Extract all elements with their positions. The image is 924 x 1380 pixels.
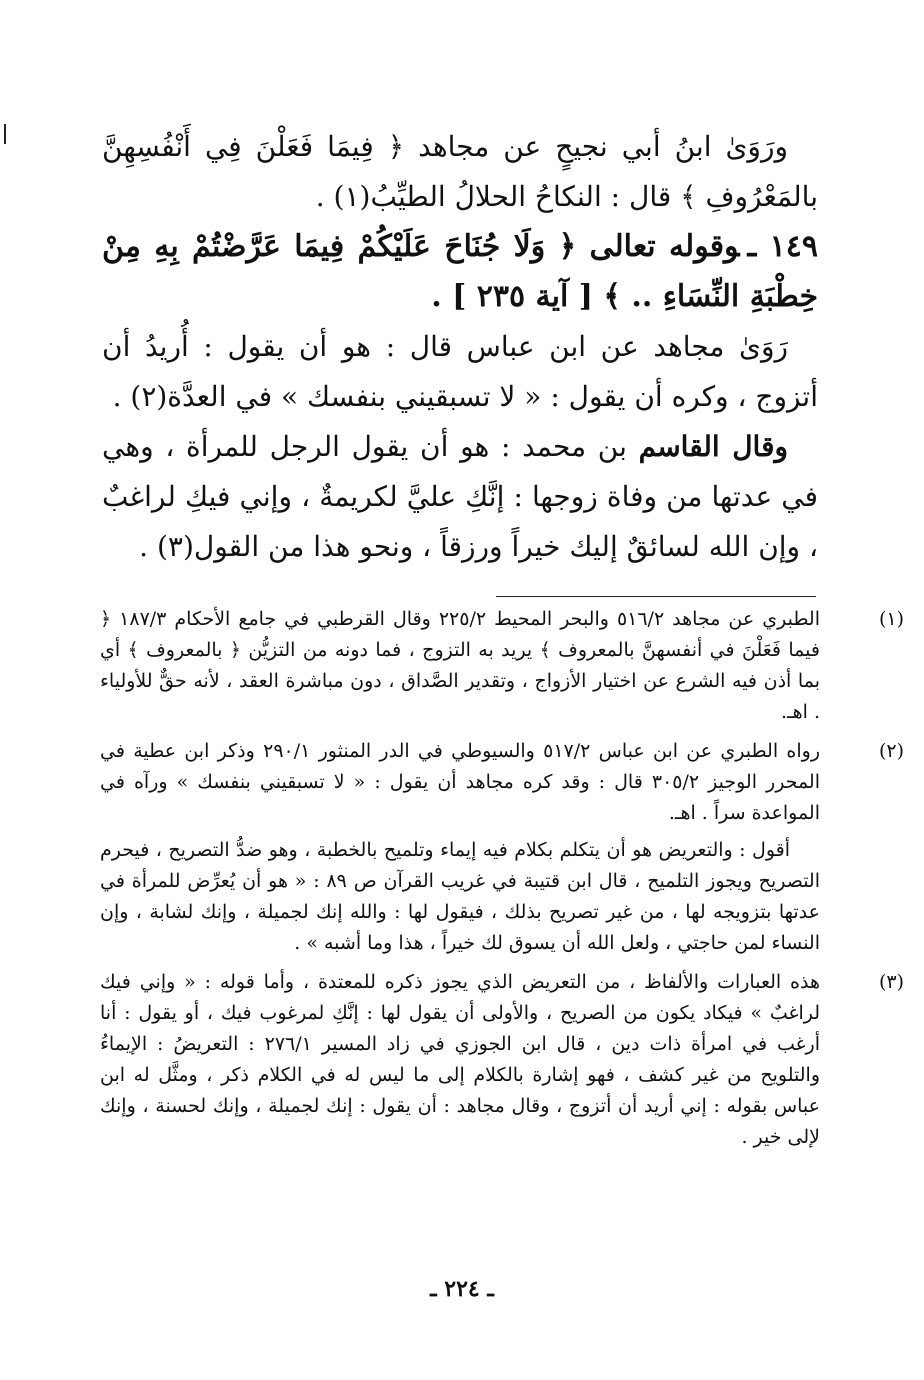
- verse-heading-number: ١٤٩ ـ: [747, 229, 818, 264]
- verse-heading: [102, 222, 818, 322]
- margin-mark: [4, 124, 6, 144]
- footnote-1: [100, 604, 904, 728]
- verse-heading-text: وقوله تعالى ﴿ وَلَا جُنَاحَ عَلَيْكُمْ فِيمَا عَرَّضْتُمْ بِهِ مِنْ خِطْبَةِ النِّسَاءِ .. ﴾ [ آية ٢٣٥ ] .: [102, 229, 818, 314]
- footnote-3-mark: (٣): [878, 971, 904, 993]
- footnote-2-text: رواه الطبري عن ابن عباس ٥١٧/٢ والسيوطي في الدر المنثور ٢٩٠/١ وذكر ابن عطية في المحرر الوجيز ٣٠٥/٢ قال : وقد كره مجاهد أن يقول : « لا تسبقيني بنفسك » ورآه في المواعدة سراً . اهـ.: [100, 740, 820, 824]
- paragraph-qasim-saying: [102, 422, 818, 572]
- main-text: [102, 122, 818, 572]
- footnote-1-mark: (١): [878, 608, 904, 630]
- paragraph-mujahid-narration: ورَوَىٰ ابنُ أبي نجيحٍ عن مجاهد ﴿ فِيمَا فَعَلْنَ فِي أَنْفُسِهِنَّ بالمَعْرُوفِ ﴾ قال : النكاحُ الحلالُ الطيِّبُ(١) .: [102, 130, 818, 213]
- footnote-2-comment: أقول : والتعريض هو أن يتكلم بكلام فيه إيماء وتلميح بالخطبة ، وهو ضدُّ التصريح ، فيحرم التصريح ويجوز التلميح ، قال ابن قتيبة في غريب القرآن ص ٨٩ : « هو أن يُعرِّض للمرأة في عدتها بتزويجه لها ، من غير تصريح بذلك ، فيقول لها : والله إنك لجميلة ، وإنك لشابة ، وإن النساء لمن حاجتي ، ولعل الله أن يسوق لك خيراً ، هذا وما أشبه » .: [100, 839, 821, 954]
- footnote-3-text: هذه العبارات والألفاظ ، من التعريض الذي يجوز ذكره للمعتدة ، وأما قوله : « وإني فيك لراغبٌ » فيكاد يكون من الصريح ، والأولى أن يقول لها : إنَّكِ لمرغوب فيك ، أو يقول : أنا أرغب في امرأة ذات دين ، قال ابن الجوزي في زاد المسير ٢٧٦/١ : التعريضُ : الإيماءُ والتلويح من غير كشف ، فهو إشارة بالكلام إلى ما ليس له في الكلام ذكر ، ومثَّل له ابن عباس بقوله : إني أريد أن أتزوج ، وقال مجاهد : أن يقول : إنك لجميلة ، وإنك لحسنة ، وإنك لإلى خير .: [100, 971, 820, 1148]
- footnote-1-text: الطبري عن مجاهد ٥١٦/٢ والبحر المحيط ٢٢٥/٢ وقال القرطبي في جامع الأحكام ١٨٧/٣ ﴿ فيما فَعَلْنَ في أنفسهنَّ بالمعروف ﴾ يريد به التزوج ، فما دونه من التزيُّن ﴿ بالمعروف ﴾ أي بما أذن فيه الشرع عن اختيار الأزواج ، وتقدير الصَّداق ، دون مباشرة العقد ، لأنه حقٌّ للأولياء . اهـ.: [100, 608, 820, 723]
- footnote-3: [100, 967, 904, 1153]
- footnotes: [100, 604, 904, 1161]
- footnote-2-mark: (٢): [878, 740, 904, 762]
- page-number: ـ ٢٢٤ ـ: [430, 1276, 494, 1302]
- paragraph-qasim-lead: وقال القاسم: [638, 430, 788, 463]
- footnote-separator: [496, 596, 816, 597]
- paragraph-qasim-rest: بن محمد : هو أن يقول الرجل للمرأة ، وهي في عدتها من وفاة زوجها : إنَّكِ عليَّ لكريمةٌ ، وإني فيكِ لراغبٌ ، وإن الله لسائقٌ إليك خيراً ورزقاً ، ونحو هذا من القول(٣) .: [102, 430, 818, 563]
- footnote-2: [100, 736, 904, 959]
- paragraph-ibn-abbas-narration: رَوَىٰ مجاهد عن ابن عباس قال : هو أن يقول : أُريدُ أن أتزوج ، وكره أن يقول : « لا تسبقيني بنفسك » في العدَّة(٢) .: [102, 330, 818, 413]
